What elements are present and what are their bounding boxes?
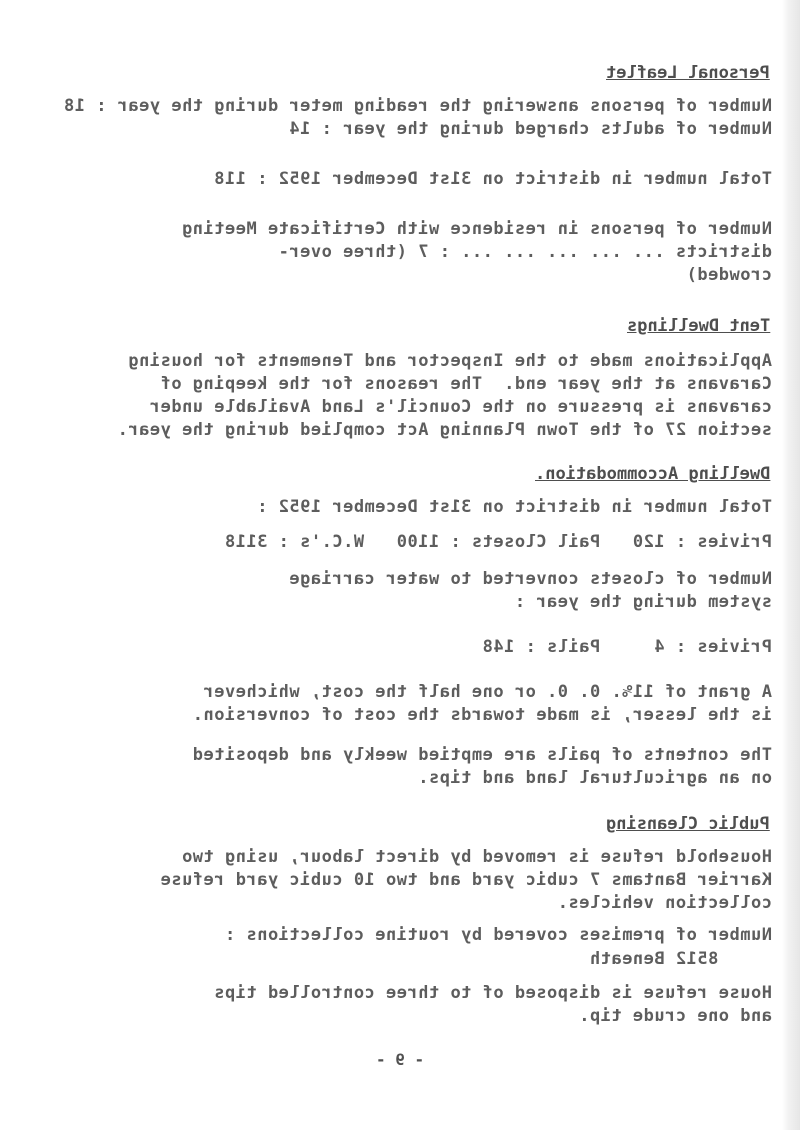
heading-tent-dwellings: Tent Dwellings — [626, 316, 770, 336]
text-line: collection vehicles. — [557, 893, 772, 913]
text-line: Number of persons answering the reading meter during the year : 18 — [63, 96, 772, 116]
text-line: and one crude tip. — [578, 1006, 772, 1026]
text-line: Household refuse is removed by direct labour, using two — [181, 847, 772, 867]
text-line: Karrier Bantams 7 cubic yard and two 10 cubic yard refuse — [160, 870, 772, 890]
text-line: Total number in district on 31st December 1952 : — [256, 497, 772, 517]
heading-public-cleansing: Public Cleansing — [606, 814, 770, 834]
text-line: Number of premises covered by routine collections : — [224, 925, 772, 945]
text-line: Privies : 120 Pail Closets : 1100 W.C.'s : 3118 — [224, 532, 772, 552]
heading-personal: Personal Leaflet — [606, 63, 770, 83]
text-line: section 27 of the Town Planning Act complied during the year. — [117, 420, 772, 440]
text-line: on an agricultural land and tips. — [417, 768, 772, 788]
text-line: 8512 Beneath — [589, 949, 772, 969]
text-line: caravans is pressure on the Council's Land Available under — [149, 397, 772, 417]
text-line: Number of adults charged during the year : 14 — [288, 119, 772, 139]
heading-dwelling-accommodation: Dwelling Accommodation. — [534, 464, 770, 484]
text-line: Number of closets converted to water carriage — [288, 569, 772, 589]
text-line: system during the year : — [514, 592, 772, 612]
text-line: Applications made to the Inspector and Tenements for housing — [127, 351, 772, 371]
page-number: - 9 - — [375, 1050, 425, 1069]
text-line: The contents of pails are emptied weekly and deposited — [192, 745, 772, 765]
text-line: Caravans at the year end. The reasons for the keeping of — [160, 374, 772, 394]
text-line: is the lesser, is made towards the cost of conversion. — [192, 705, 772, 725]
text-line: Privies : 4 Pails : 148 — [482, 637, 772, 657]
text-line: crowded) — [686, 265, 772, 285]
page-edge-shadow — [782, 0, 800, 1130]
text-line: House refuse is disposed of to three controlled tips — [213, 983, 772, 1003]
text-line: districts ... ... ... ... ... : 7 (three over- — [278, 242, 772, 262]
text-line: A grant of 11%. 0. 0. or one half the cost, whichever — [203, 682, 772, 702]
text-line: Total number in district on 31st December 1952 : 118 — [213, 169, 772, 189]
text-line: Number of persons in residence with Certificate Meeting — [181, 219, 772, 239]
